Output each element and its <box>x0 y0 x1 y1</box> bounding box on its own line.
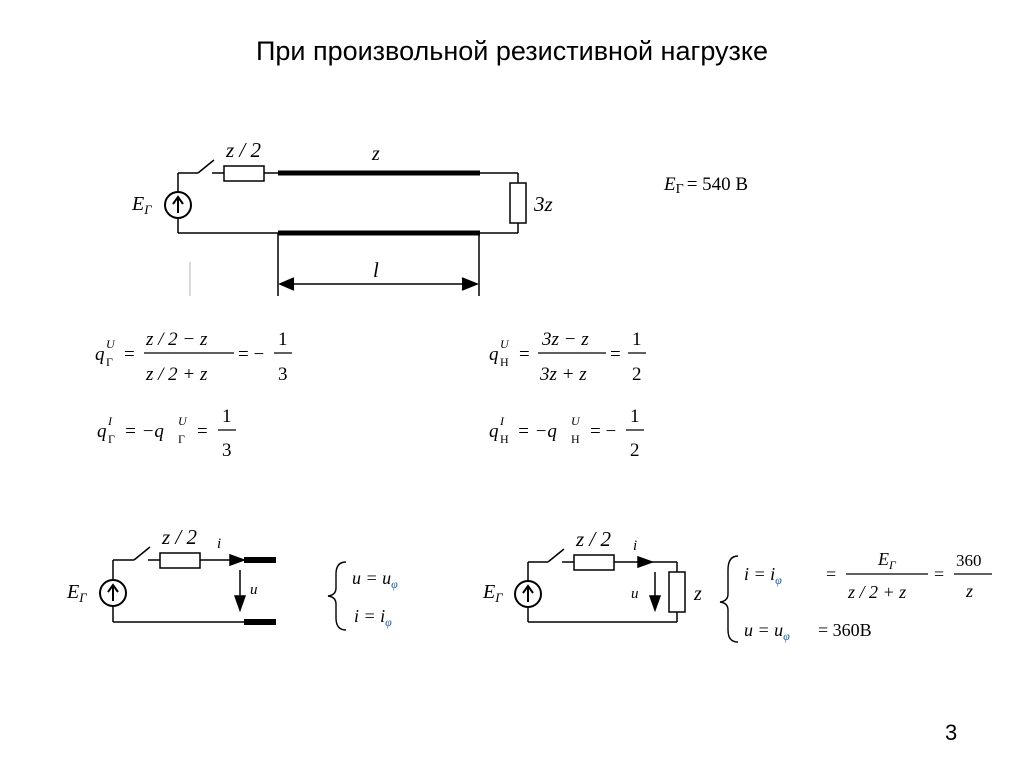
svg-text:3: 3 <box>222 440 232 461</box>
result-eq-2-lhs: $u = u_\varphi$ <box>744 620 790 643</box>
svg-text:z / 2 − z: z / 2 − z <box>146 329 208 350</box>
length-label: l <box>373 258 379 282</box>
load-label-right: z <box>694 583 702 605</box>
resistor-label-right: z / 2 <box>576 527 612 551</box>
line-label: z <box>372 143 380 165</box>
switch-icon <box>548 549 564 562</box>
result-eq-1-rden: z <box>966 581 974 601</box>
svg-text:U: U <box>500 337 509 351</box>
svg-text:q: q <box>489 421 499 442</box>
svg-text:= −q: = −q <box>124 421 164 442</box>
load-resistor-icon <box>510 183 526 223</box>
formula-qg-i <box>97 406 236 461</box>
formula-qh-i <box>489 406 644 461</box>
current-arrow-icon <box>230 555 244 565</box>
svg-text:= −: = − <box>590 421 617 442</box>
result-eq-1-eq2: = <box>934 564 945 584</box>
svg-text:Г: Г <box>108 432 115 446</box>
current-label-right: i <box>633 538 638 554</box>
svg-text:1: 1 <box>278 329 288 350</box>
result-eq-1-lhs: $i = i_\varphi$ <box>744 564 782 587</box>
svg-text:I: I <box>108 414 112 428</box>
svg-text:=: = <box>610 344 621 365</box>
voltage-label-left: u <box>250 582 258 598</box>
source-label-left: $E_Г$ <box>67 581 87 605</box>
current-arrow-icon <box>638 557 652 567</box>
current-label-left: i <box>217 536 222 552</box>
source-label-right: $E_Г$ <box>483 581 503 605</box>
svg-text:2: 2 <box>632 364 642 385</box>
emf-value: EГ = 540 В <box>664 174 749 197</box>
brace-icon <box>328 562 346 630</box>
svg-text:1: 1 <box>632 329 642 350</box>
svg-text:z / 2 + z: z / 2 + z <box>146 364 208 385</box>
result-eq-1-den: z / 2 + z <box>848 582 907 602</box>
result-eq-1-eq: = <box>826 564 837 584</box>
formula-qh-u <box>489 329 646 385</box>
system-eq-2: $i = i_\varphi$ <box>354 606 392 629</box>
switch-icon <box>134 547 150 560</box>
svg-text:1: 1 <box>630 406 640 427</box>
svg-text:3z + z: 3z + z <box>540 364 587 385</box>
svg-text:=: = <box>197 421 208 442</box>
switch-resistor-label: z / 2 <box>226 138 262 162</box>
svg-text:q: q <box>95 344 105 365</box>
source-label: $E_Г$ <box>132 193 152 217</box>
svg-text:U: U <box>571 414 580 428</box>
svg-text:Н: Н <box>500 432 509 446</box>
result-eq-1-rnum: 360 <box>956 551 982 570</box>
brace-icon <box>720 556 738 642</box>
load-resistor-icon <box>669 572 685 612</box>
svg-text:=: = <box>519 344 530 365</box>
resistor-label-left: z / 2 <box>162 525 198 549</box>
page-title: При произвольной резистивной нагрузке <box>255 36 769 66</box>
resistor-icon <box>224 166 264 181</box>
top-circuit <box>165 160 526 296</box>
resistor-icon <box>574 555 614 570</box>
svg-text:3: 3 <box>278 364 288 385</box>
svg-text:U: U <box>178 414 187 428</box>
result-eq-2-rhs: = 360В <box>818 620 872 640</box>
svg-text:I: I <box>500 414 504 428</box>
svg-text:q: q <box>97 421 107 442</box>
svg-text:3z − z: 3z − z <box>542 329 589 350</box>
result-eq-1-num: $E_Г$ <box>878 549 896 572</box>
svg-text:Н: Н <box>500 355 509 369</box>
page-number: 3 <box>945 720 958 745</box>
svg-text:U: U <box>106 337 115 351</box>
system-eq-1: $u = u_\varphi$ <box>352 568 398 591</box>
resistor-icon <box>160 553 200 568</box>
svg-text:Н: Н <box>571 432 580 446</box>
svg-text:Г: Г <box>178 432 185 446</box>
formula-qg-u <box>95 329 292 385</box>
switch-icon <box>198 160 214 173</box>
svg-text:Г: Г <box>106 355 113 369</box>
svg-text:= −q: = −q <box>517 421 557 442</box>
svg-text:q: q <box>489 344 499 365</box>
bottom-right-circuit <box>515 549 685 622</box>
voltage-label-right: u <box>631 586 639 602</box>
svg-text:=: = <box>124 344 135 365</box>
svg-text:= −: = − <box>238 344 265 365</box>
load-label: 3z <box>534 192 553 216</box>
svg-text:1: 1 <box>222 406 232 427</box>
svg-text:2: 2 <box>630 440 640 461</box>
